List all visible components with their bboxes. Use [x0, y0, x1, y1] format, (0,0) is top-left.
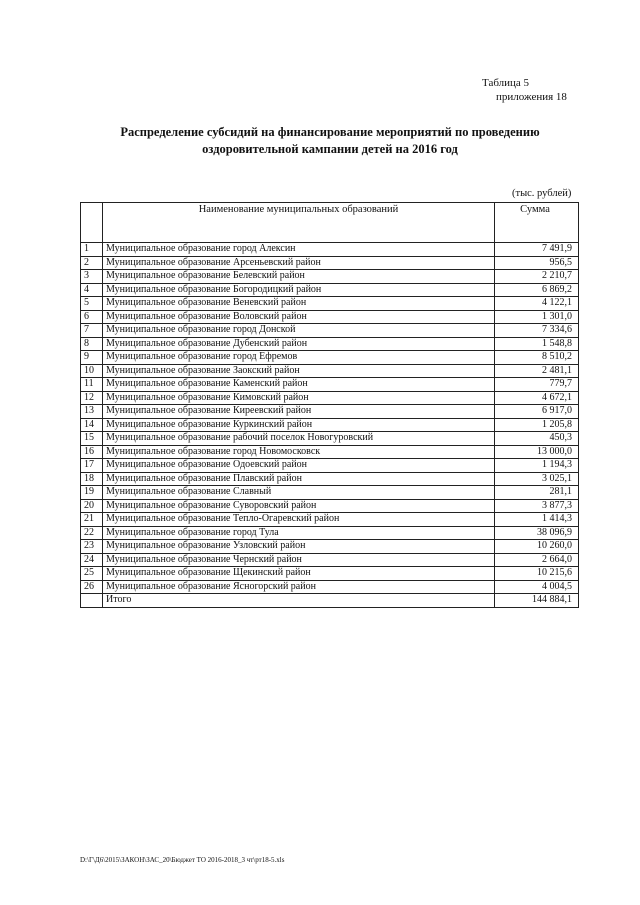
row-number: 4 [81, 283, 103, 297]
row-number: 16 [81, 445, 103, 459]
row-number: 1 [81, 243, 103, 257]
row-sum: 144 884,1 [495, 594, 579, 608]
row-name: Муниципальное образование город Донской [103, 324, 495, 338]
row-sum: 3 025,1 [495, 472, 579, 486]
file-path: D:\Г\Д6\2015\ЗАКОН\ЗАС_20\Бюджет ТО 2016-2018_3 чт\рт18-5.xls [80, 856, 285, 864]
row-number [81, 594, 103, 608]
row-name: Муниципальное образование Щекинский район [103, 567, 495, 581]
row-name: Муниципальное образование Киреевский район [103, 405, 495, 419]
row-sum: 1 194,3 [495, 459, 579, 473]
row-number: 26 [81, 580, 103, 594]
table-row [81, 351, 579, 365]
subsidy-table [80, 202, 579, 608]
row-name: Муниципальное образование Богородицкий район [103, 283, 495, 297]
table-row [81, 391, 579, 405]
row-name: Муниципальное образование Заокский район [103, 364, 495, 378]
row-name: Муниципальное образование Чернский район [103, 553, 495, 567]
table-row [81, 337, 579, 351]
row-sum: 281,1 [495, 486, 579, 500]
table-row [81, 567, 579, 581]
row-name: Муниципальное образование Славный [103, 486, 495, 500]
table-row [81, 405, 579, 419]
row-name: Муниципальное образование Ясногорский район [103, 580, 495, 594]
table-row [81, 283, 579, 297]
row-name: Муниципальное образование Веневский район [103, 297, 495, 311]
row-sum: 6 917,0 [495, 405, 579, 419]
row-sum: 4 122,1 [495, 297, 579, 311]
row-sum: 10 260,0 [495, 540, 579, 554]
appendix-label: приложения 18 [496, 91, 567, 103]
row-number: 25 [81, 567, 103, 581]
row-name: Муниципальное образование Дубенский район [103, 337, 495, 351]
row-sum: 4 004,5 [495, 580, 579, 594]
table-reference [482, 76, 567, 104]
table-row [81, 432, 579, 446]
row-name: Муниципальное образование город Тула [103, 526, 495, 540]
row-name: Муниципальное образование Куркинский район [103, 418, 495, 432]
row-sum: 779,7 [495, 378, 579, 392]
total-row [81, 594, 579, 608]
row-number: 3 [81, 270, 103, 284]
row-sum: 7 491,9 [495, 243, 579, 257]
row-name: Муниципальное образование Суворовский район [103, 499, 495, 513]
row-number: 21 [81, 513, 103, 527]
row-number: 23 [81, 540, 103, 554]
row-sum: 7 334,6 [495, 324, 579, 338]
row-sum: 2 210,7 [495, 270, 579, 284]
table-row [81, 256, 579, 270]
row-sum: 13 000,0 [495, 445, 579, 459]
table-row [81, 310, 579, 324]
row-sum: 450,3 [495, 432, 579, 446]
table-row [81, 526, 579, 540]
row-number: 8 [81, 337, 103, 351]
row-number: 6 [81, 310, 103, 324]
row-number: 20 [81, 499, 103, 513]
row-name: Муниципальное образование Воловский район [103, 310, 495, 324]
header-sum: Сумма [495, 203, 579, 243]
row-name: Муниципальное образование Белевский район [103, 270, 495, 284]
table-row [81, 324, 579, 338]
table-row [81, 364, 579, 378]
table-row [81, 553, 579, 567]
row-sum: 1 301,0 [495, 310, 579, 324]
row-name: Муниципальное образование город Алексин [103, 243, 495, 257]
table-row [81, 472, 579, 486]
row-sum: 956,5 [495, 256, 579, 270]
row-name: Муниципальное образование Арсеньевский район [103, 256, 495, 270]
row-name: Муниципальное образование Плавский район [103, 472, 495, 486]
row-name: Муниципальное образование Одоевский район [103, 459, 495, 473]
header-name: Наименование муниципальных образований [103, 203, 495, 243]
row-sum: 1 414,3 [495, 513, 579, 527]
row-number: 5 [81, 297, 103, 311]
table-header-row [81, 203, 579, 243]
table-row [81, 513, 579, 527]
row-number: 11 [81, 378, 103, 392]
row-sum: 2 664,0 [495, 553, 579, 567]
row-number: 10 [81, 364, 103, 378]
row-name: Муниципальное образование Тепло-Огаревский район [103, 513, 495, 527]
row-number: 17 [81, 459, 103, 473]
row-name: Муниципальное образование Каменский район [103, 378, 495, 392]
table-row [81, 297, 579, 311]
row-sum: 10 215,6 [495, 567, 579, 581]
table-label: Таблица 5 [482, 77, 530, 89]
row-number: 13 [81, 405, 103, 419]
row-sum: 38 096,9 [495, 526, 579, 540]
table-row [81, 270, 579, 284]
row-sum: 1 205,8 [495, 418, 579, 432]
row-name: Итого [103, 594, 495, 608]
table-row [81, 486, 579, 500]
table-row [81, 418, 579, 432]
title-line-1: Распределение субсидий на финансирование мероприятий по проведению [120, 125, 540, 139]
row-sum: 6 869,2 [495, 283, 579, 297]
row-name: Муниципальное образование город Ефремов [103, 351, 495, 365]
table-row [81, 499, 579, 513]
row-number: 12 [81, 391, 103, 405]
row-number: 9 [81, 351, 103, 365]
row-sum: 2 481,1 [495, 364, 579, 378]
row-sum: 3 877,3 [495, 499, 579, 513]
row-number: 24 [81, 553, 103, 567]
row-name: Муниципальное образование Кимовский район [103, 391, 495, 405]
header-num [81, 203, 103, 243]
title-line-2: оздоровительной кампании детей на 2016 год [202, 142, 458, 156]
table-row [81, 580, 579, 594]
row-sum: 1 548,8 [495, 337, 579, 351]
table-row [81, 445, 579, 459]
table-row [81, 243, 579, 257]
row-number: 15 [81, 432, 103, 446]
row-sum: 4 672,1 [495, 391, 579, 405]
row-number: 22 [81, 526, 103, 540]
table-row [81, 540, 579, 554]
row-sum: 8 510,2 [495, 351, 579, 365]
row-number: 19 [81, 486, 103, 500]
table-row [81, 378, 579, 392]
row-number: 2 [81, 256, 103, 270]
row-number: 14 [81, 418, 103, 432]
row-name: Муниципальное образование рабочий поселок Новогуровский [103, 432, 495, 446]
row-name: Муниципальное образование Узловский район [103, 540, 495, 554]
document-title [60, 124, 600, 158]
table-row [81, 459, 579, 473]
row-number: 7 [81, 324, 103, 338]
units-label: (тыс. рублей) [512, 188, 572, 199]
row-number: 18 [81, 472, 103, 486]
row-name: Муниципальное образование город Новомосковск [103, 445, 495, 459]
